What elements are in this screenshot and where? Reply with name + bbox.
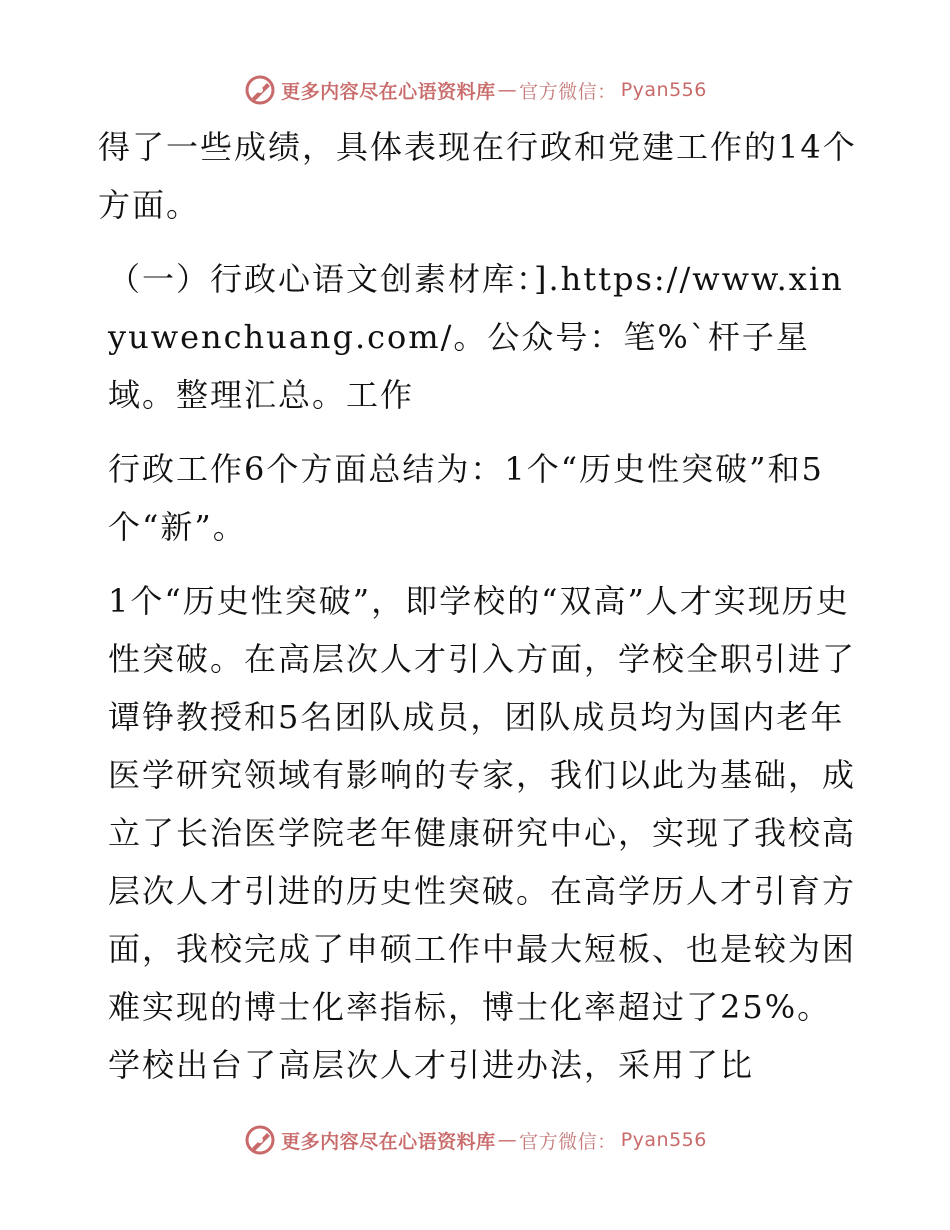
footer-watermark [0, 1122, 950, 1158]
watermark-label: 官方微信： [519, 1130, 617, 1153]
watermark-dash: — [497, 1129, 518, 1151]
pen-circle-logo-icon [243, 1123, 277, 1157]
header-watermark [0, 72, 950, 108]
paragraph-2: （一）行政心语文创素材库：].https://www.xinyuwenchuang.com/。公众号：笔%`杆子星域。整理汇总。工作 [108, 260, 844, 414]
watermark-code: Pyan556 [620, 79, 707, 101]
watermark-brand: 更多内容尽在心语资料库 [281, 1130, 496, 1153]
paragraph-4: 1个“历史性突破”，即学校的“双高”人才实现历史性突破。在高层次人才引入方面，学校全职引进了谭铮教授和5名团队成员，团队成员均为国内老年医学研究领域有影响的专家，我们以此为基础，成立了长治医学院老年健康研究中心，实现了我校高层次人才引进的历史性突破。在高学历人才引育方面，我校完成了申硕工作中最大短板、也是较为困难实现的博士化率指标，博士化率超过了25%。学校出台了高层次人才引进办法，采用了比 [108, 582, 857, 1084]
paragraph-3: 行政工作6个方面总结为：1个“历史性突破”和5个“新”。 [108, 450, 824, 546]
watermark-label: 官方微信： [519, 80, 617, 103]
watermark-code: Pyan556 [620, 1129, 707, 1151]
watermark-dash: — [497, 79, 518, 101]
document-body [98, 118, 858, 1094]
watermark-brand: 更多内容尽在心语资料库 [281, 80, 496, 103]
pen-circle-logo-icon [243, 73, 277, 107]
paragraph-1: 得了一些成绩，具体表现在行政和党建工作的14个方面。 [98, 128, 857, 224]
